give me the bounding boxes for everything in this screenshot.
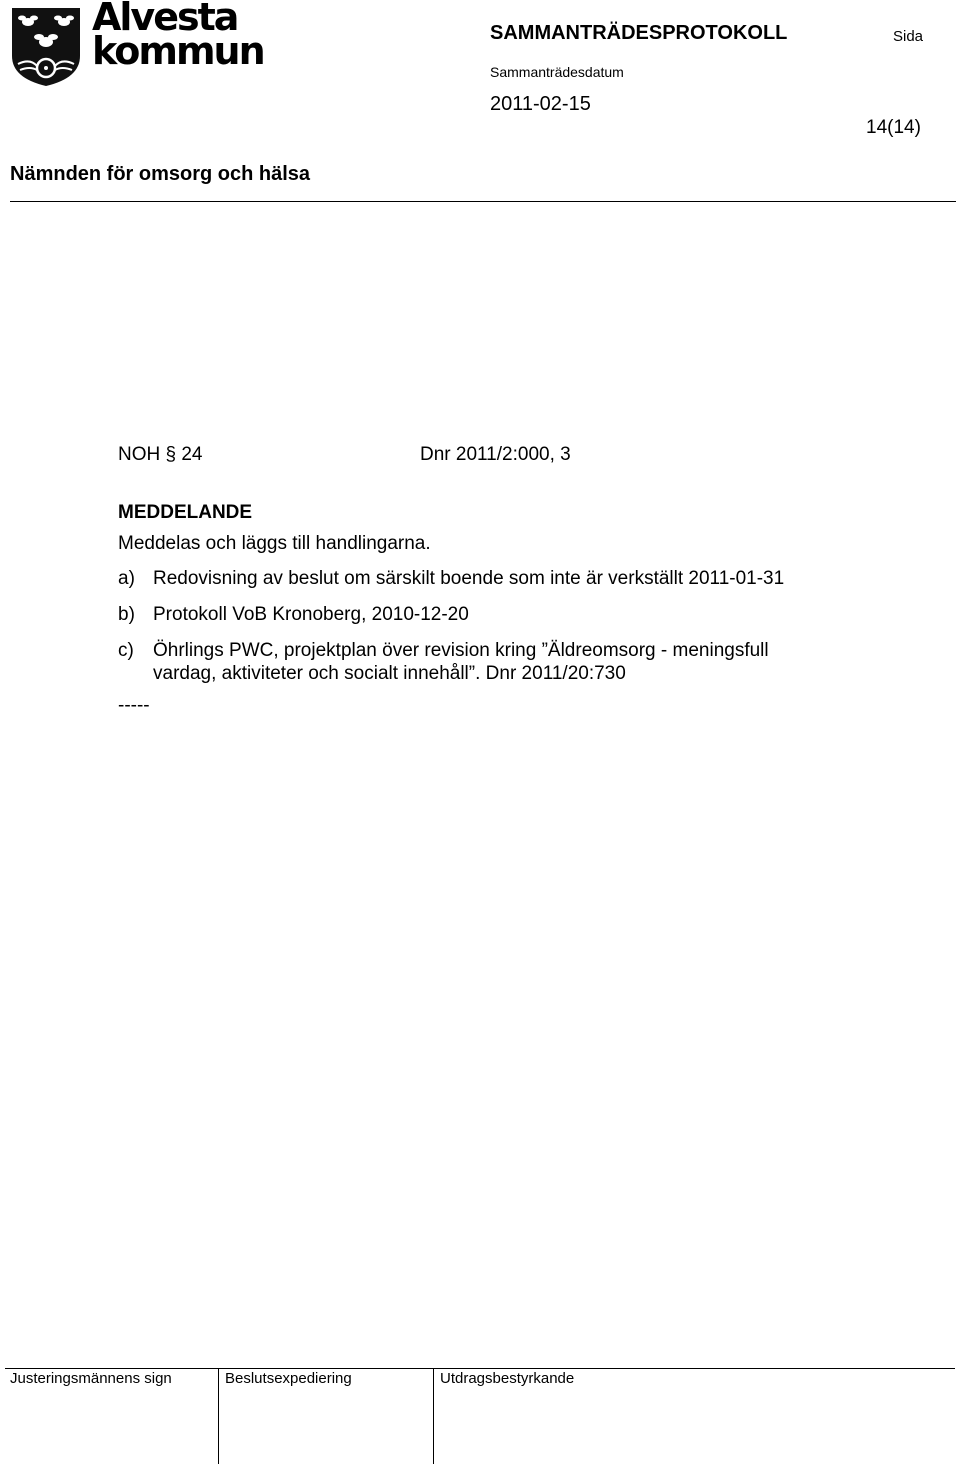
- case-number: Dnr 2011/2:000, 3: [420, 444, 571, 465]
- list-item: [118, 568, 784, 590]
- footer-column-divider: [433, 1368, 434, 1464]
- page-number: 14(14): [866, 117, 921, 138]
- page-label: Sida: [893, 28, 924, 45]
- list-item-text: Redovisning av beslut om särskilt boende som inte är verkställt 2011-01-31: [153, 568, 785, 589]
- list-item-text: Protokoll VoB Kronoberg, 2010-12-20: [153, 604, 469, 625]
- footer-divider: [5, 1368, 955, 1369]
- list-item-text: Öhrlings PWC, projektplan över revision kring ”Äldreomsorg - meningsfull: [153, 640, 769, 661]
- logo-text-line-2: kommun: [92, 29, 264, 73]
- list-item-label: b): [118, 604, 135, 625]
- meeting-date: 2011-02-15: [490, 93, 591, 115]
- header-divider: [10, 201, 956, 202]
- footer-column-divider: [218, 1368, 219, 1464]
- list-item-label: c): [118, 640, 134, 661]
- municipal-crest-icon: [10, 6, 82, 88]
- list-item: [118, 640, 769, 662]
- logo-text-line-1: Alvesta: [92, 0, 238, 39]
- list-item-text-continued: vardag, aktiviteter och socialt innehåll”. Dnr 2011/20:730: [153, 663, 626, 684]
- document-title: SAMMANTRÄDESPROTOKOLL: [490, 22, 788, 44]
- meeting-date-label: Sammanträdesdatum: [490, 64, 624, 80]
- list-item: [118, 604, 469, 626]
- section-heading: MEDDELANDE: [118, 502, 253, 523]
- list-item-label: a): [118, 568, 135, 589]
- footer-label-dispatch: Beslutsexpediering: [225, 1370, 352, 1387]
- paragraph-reference: NOH § 24: [118, 444, 203, 465]
- intro-text: Meddelas och läggs till handlingarna.: [118, 533, 431, 554]
- footer-label-signatures: Justeringsmännens sign: [10, 1370, 172, 1387]
- municipality-logo: [92, 0, 264, 73]
- footer-label-certification: Utdragsbestyrkande: [440, 1370, 575, 1387]
- separator-dashes: -----: [118, 695, 150, 716]
- committee-name: Nämnden för omsorg och hälsa: [10, 163, 311, 185]
